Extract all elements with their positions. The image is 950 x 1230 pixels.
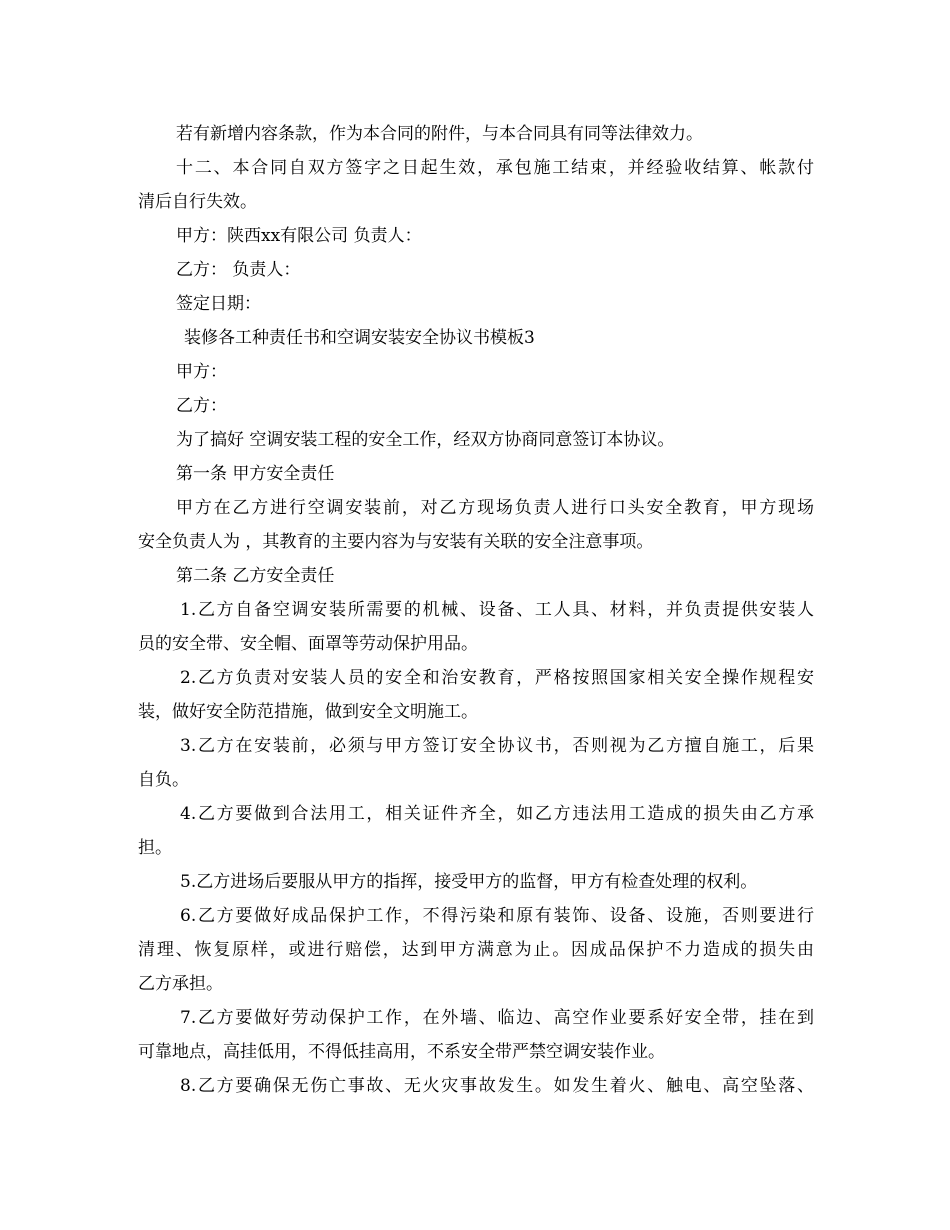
- article-2-heading: 第二条 乙方安全责任: [176, 566, 335, 586]
- party-a-line: 甲方：: [176, 362, 227, 382]
- list-item-line: 2.乙方负责对安装人员的安全和治安教育，严格按照国家相关安全操作规程安: [180, 668, 814, 688]
- list-item-line: 4.乙方要做到合法用工，相关证件齐全，如乙方违法用工造成的损失由乙方承: [180, 804, 814, 824]
- party-b-signature-line: 乙方： 负责人：: [176, 260, 301, 280]
- paragraph-line: 若有新增内容条款，作为本合同的附件，与本合同具有同等法律效力。: [176, 124, 703, 144]
- signing-date-line: 签定日期：: [176, 294, 261, 314]
- document-body: [138, 117, 814, 1103]
- party-b-line: 乙方：: [176, 396, 227, 416]
- list-item-line: 1.乙方自备空调安装所需要的机械、设备、工人具、材料，并负责提供安装人: [180, 600, 814, 620]
- list-item-line: 可靠地点，高挂低用，不得低挂高用，不系安全带严禁空调安装作业。: [138, 1042, 665, 1062]
- paragraph-line: 清后自行失效。: [138, 192, 257, 212]
- list-item-line: 3.乙方在安装前，必须与甲方签订安全协议书，否则视为乙方擅自施工，后果: [180, 736, 814, 756]
- list-item-line: 乙方承担。: [138, 974, 223, 994]
- list-item-line: 自负。: [138, 770, 189, 790]
- list-item-line: 8.乙方要确保无伤亡事故、无火灾事故发生。如发生着火、触电、高空坠落、: [180, 1076, 814, 1096]
- list-item-line: 5.乙方进场后要服从甲方的指挥，接受甲方的监督，甲方有检查处理的权利。: [180, 872, 758, 892]
- list-item-line: 担。: [138, 838, 172, 858]
- list-item-line: 装，做好安全防范措施，做到安全文明施工。: [138, 702, 478, 722]
- list-item-line: 员的安全带、安全帽、面罩等劳动保护用品。: [138, 634, 478, 654]
- party-a-signature-line: 甲方：陕西xx有限公司 负责人：: [176, 226, 422, 246]
- list-item-line: 清理、恢复原样，或进行赔偿，达到甲方满意为止。因成品保护不力造成的损失由: [138, 940, 814, 960]
- preamble-line: 为了搞好 空调安装工程的安全工作，经双方协商同意签订本协议。: [176, 430, 675, 450]
- paragraph-line: 甲方在乙方进行空调安装前，对乙方现场负责人进行口头安全教育，甲方现场: [176, 498, 814, 518]
- article-1-heading: 第一条 甲方安全责任: [176, 464, 335, 484]
- list-item-line: 6.乙方要做好成品保护工作，不得污染和原有装饰、设备、设施，否则要进行: [180, 906, 814, 926]
- section-title: 装修各工种责任书和空调安装安全协议书模板3: [184, 328, 535, 348]
- paragraph-line: 安全负责人为 ，其教育的主要内容为与安装有关联的安全注意事项。: [138, 532, 654, 552]
- list-item-line: 7.乙方要做好劳动保护工作，在外墙、临边、高空作业要系好安全带，挂在到: [180, 1008, 814, 1028]
- clause-12-line: 十二、本合同自双方签字之日起生效，承包施工结束，并经验收结算、帐款付: [176, 158, 814, 178]
